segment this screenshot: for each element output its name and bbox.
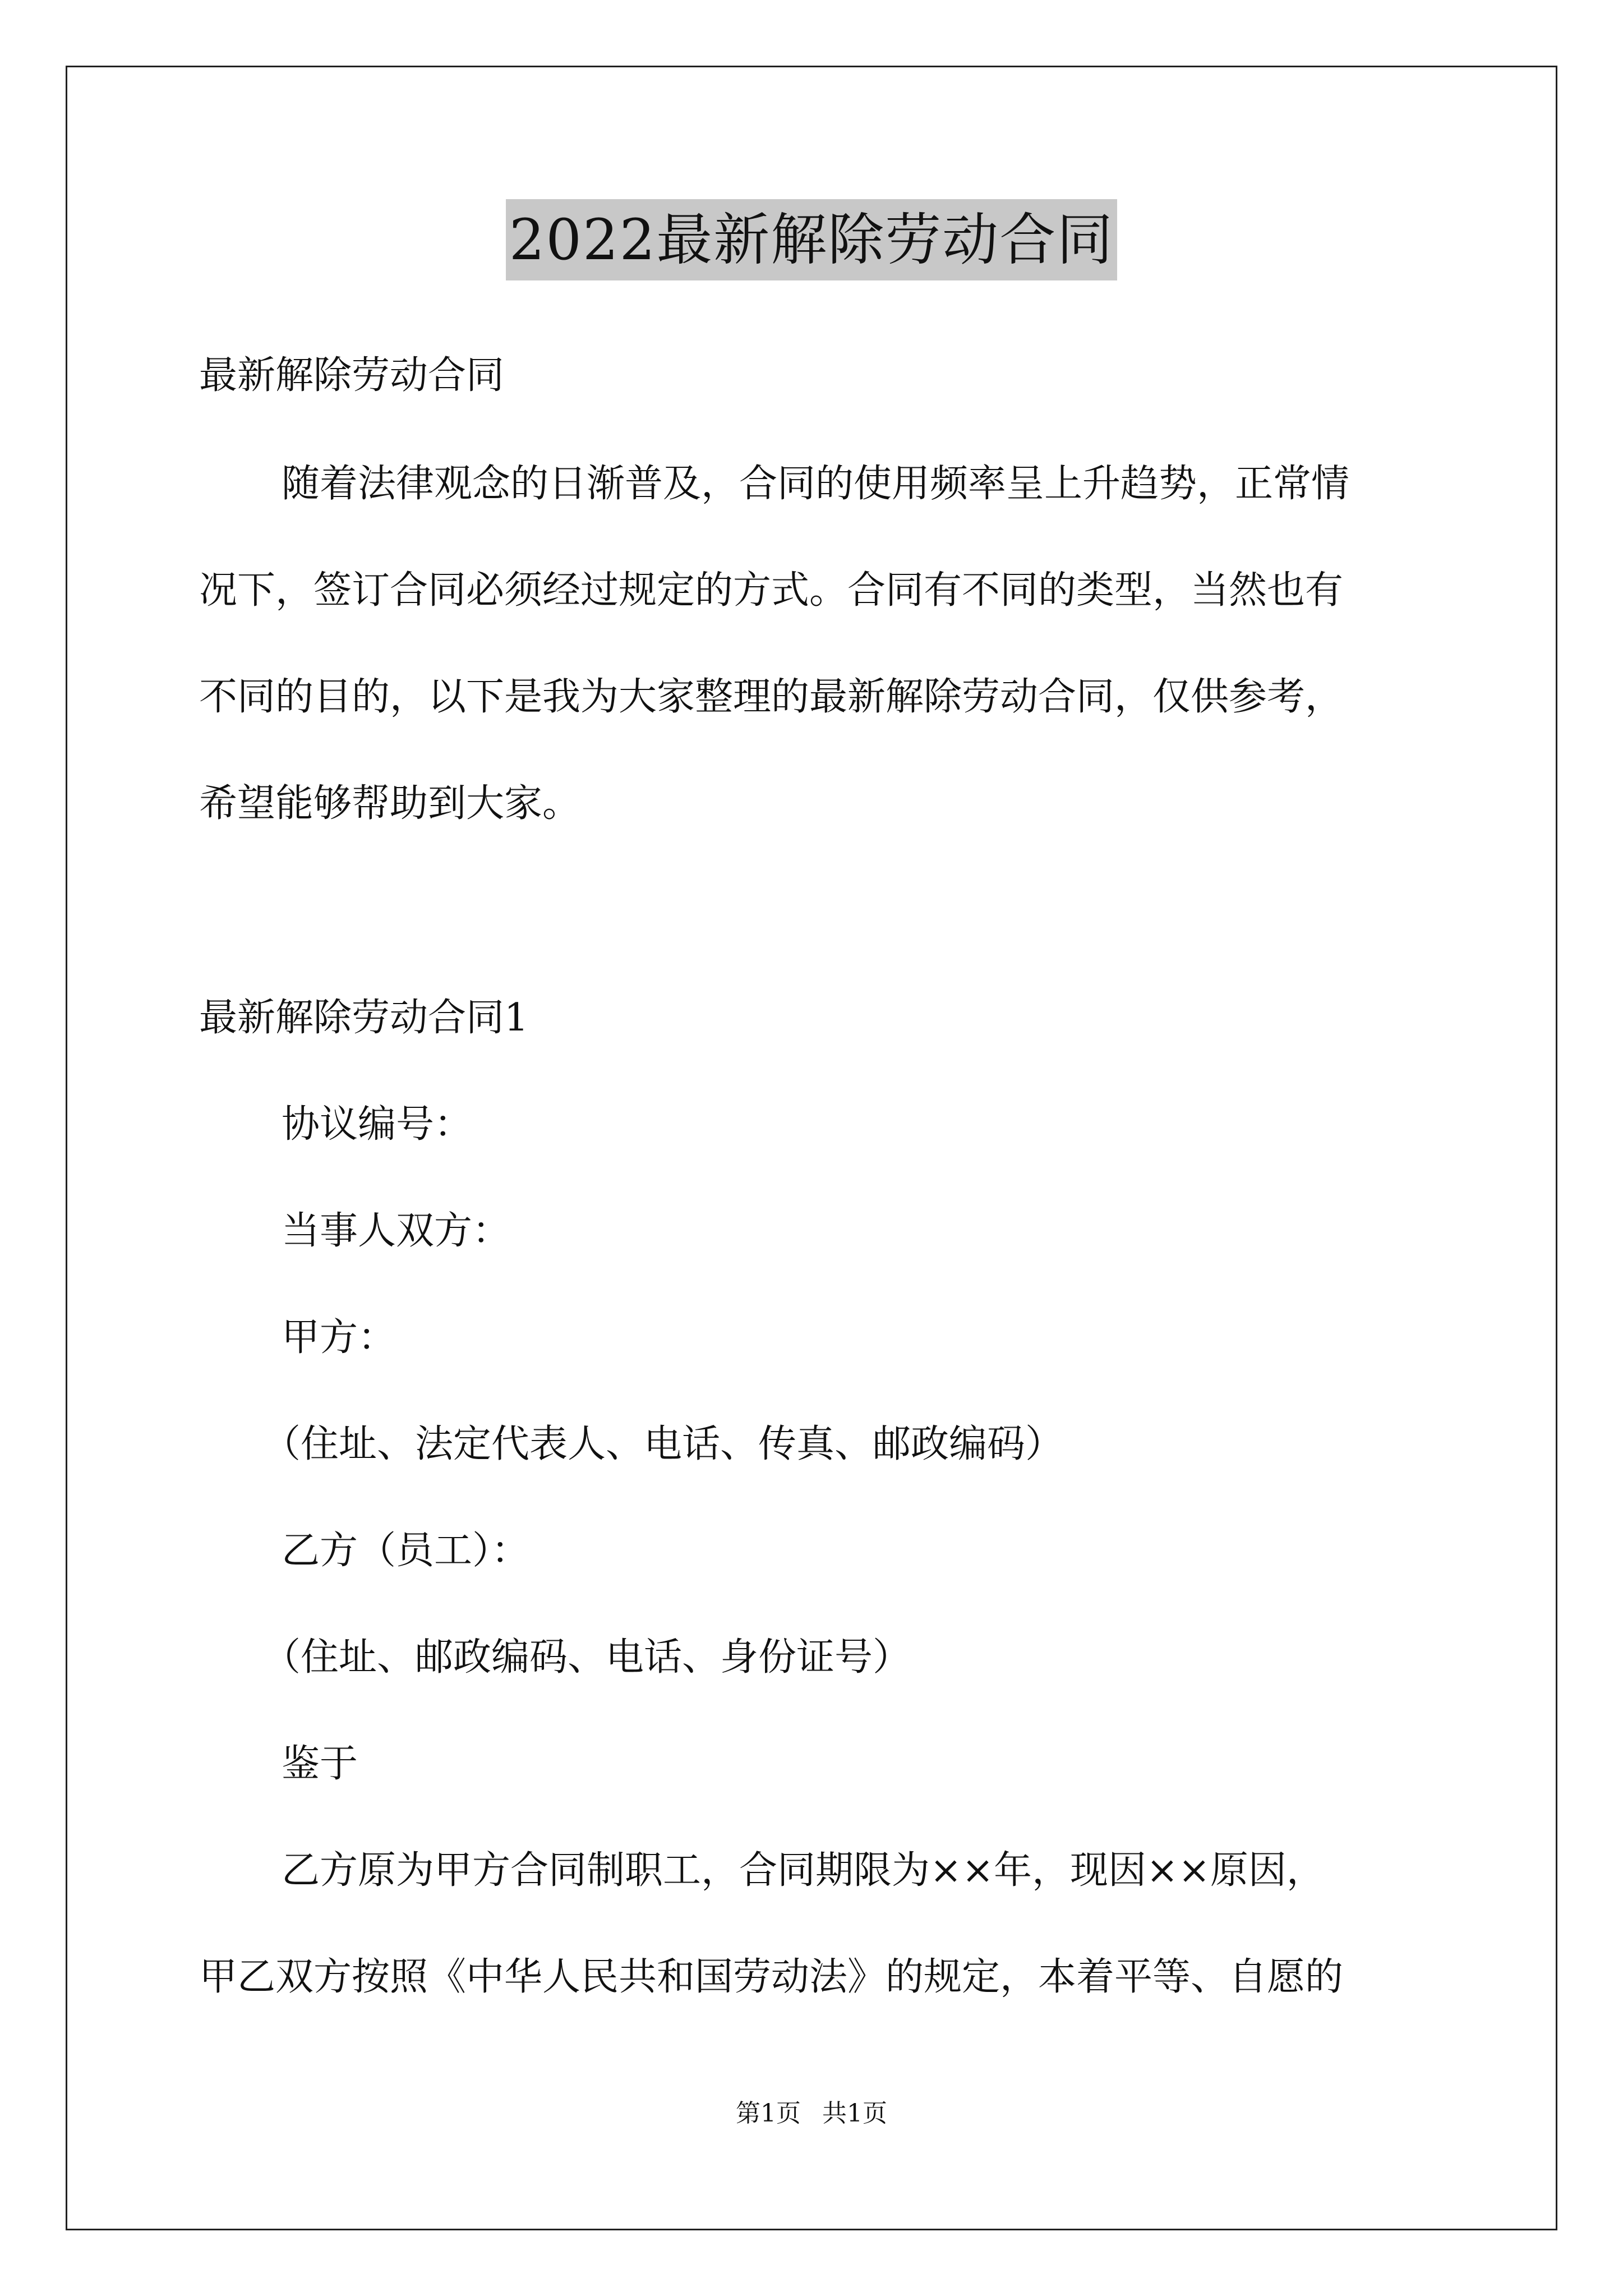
field-agreement-number: 协议编号： bbox=[282, 1102, 473, 1147]
paragraph-line: 甲乙双方按照《中华人民共和国劳动法》的规定，本着平等、自愿的 bbox=[199, 1955, 1344, 1999]
field-party-a: 甲方： bbox=[282, 1315, 396, 1360]
page-number: 第1页 bbox=[736, 2099, 801, 2128]
paragraph-line: 况下，签订合同必须经过规定的方式。合同有不同的类型，当然也有 bbox=[199, 568, 1344, 613]
party-a-details: （住址、法定代表人、电话、传真、邮政编码） bbox=[262, 1422, 1064, 1466]
party-b-details: （住址、邮政编码、电话、身份证号） bbox=[262, 1635, 911, 1680]
paragraph-line: 希望能够帮助到大家。 bbox=[199, 781, 581, 826]
section-heading: 最新解除劳动合同1 bbox=[199, 996, 529, 1040]
paragraph-line: 随着法律观念的日渐普及，合同的使用频率呈上升趋势，正常情 bbox=[282, 462, 1350, 506]
field-party-b: 乙方（员工）： bbox=[282, 1529, 530, 1573]
title-container bbox=[0, 199, 1623, 280]
document-title: 2022最新解除劳动合同 bbox=[506, 199, 1118, 280]
paragraph-line: 不同的目的，以下是我为大家整理的最新解除劳动合同，仅供参考， bbox=[199, 675, 1344, 719]
field-parties: 当事人双方： bbox=[282, 1209, 511, 1253]
page-footer bbox=[0, 2097, 1623, 2131]
page-total: 共1页 bbox=[822, 2099, 887, 2128]
intro-heading: 最新解除劳动合同 bbox=[199, 353, 505, 398]
whereas-label: 鉴于 bbox=[282, 1742, 358, 1786]
paragraph-line: 乙方原为甲方合同制职工，合同期限为××年，现因××原因， bbox=[282, 1848, 1325, 1893]
